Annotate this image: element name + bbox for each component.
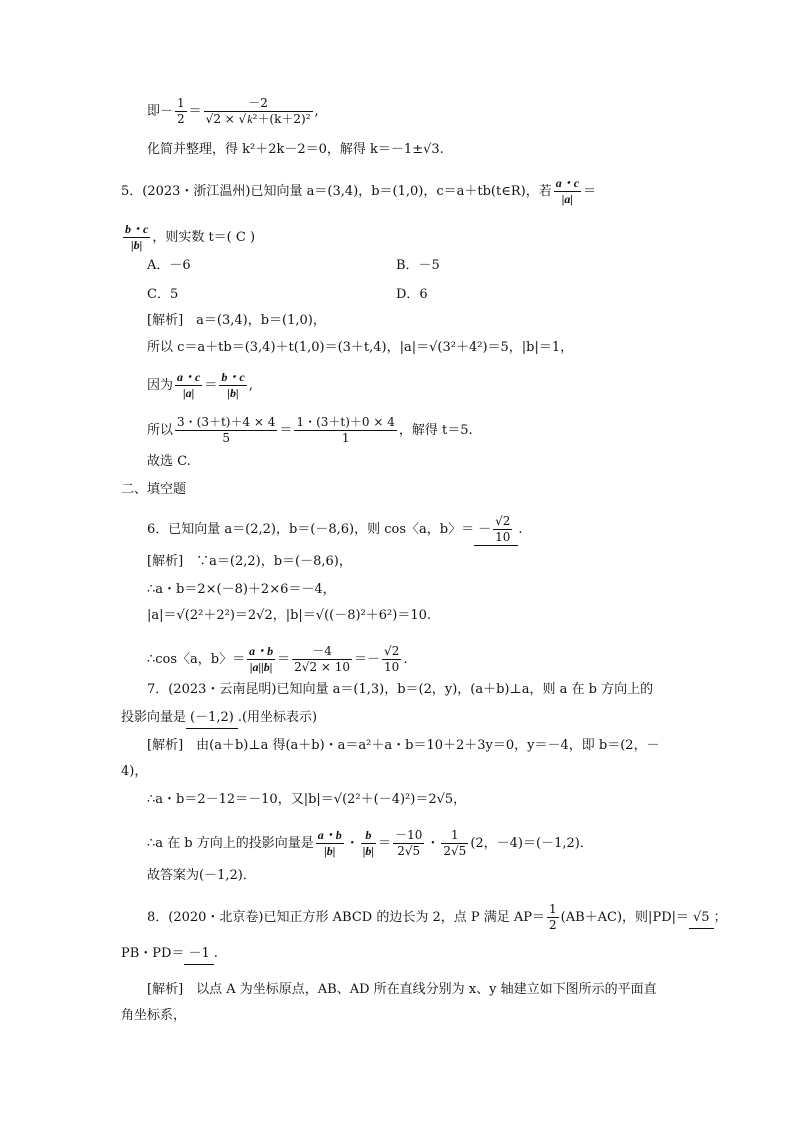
fraction [123,222,150,253]
fraction [175,415,277,446]
solution-line: 4)， [121,764,148,779]
text: ²＋(k＋2)² [252,112,311,126]
equals: ＝ [188,104,202,119]
text: 6．已知向量 a＝(2,2)，b＝(－8,6)，则 cos〈a，b〉＝ [147,522,475,537]
solution-line: ∴a 在 b 方向上的投影向量是 $\frac{a・b}{|b|}$ ・ $\frac{b}{|b|}$ ＝ $\frac{-10}{2√5}$ ・ $\frac{1}{2√5}$ (2，－4)＝(－1,2)． [147,828,593,858]
fraction [219,370,246,401]
text: . [213,946,218,961]
text: 因为 [147,378,174,393]
question-6 [147,514,523,546]
equals: ＝ [279,423,293,438]
answer-blank [474,514,518,546]
section-title: 二、填空题 [121,482,187,497]
solution-line: [解析] ∵a＝(2,2)，b＝(－8,6)， [147,554,352,569]
numerator: b・c [125,222,149,236]
numerator: a・b [249,644,274,658]
question-5-line-1 [121,176,596,207]
answer-blank: (－1,2) [186,708,238,729]
fraction [316,828,344,859]
answer-blank: √5 [689,908,714,929]
fraction [175,370,202,401]
question-8-line-2 [121,944,218,965]
fraction [292,644,352,675]
text: ，则实数 t＝( C ) [152,230,256,245]
question-7-line-2 [121,708,317,729]
denominator: 5 [175,430,277,446]
numerator: 1 [451,828,459,842]
solution-line: 角坐标系， [121,1008,187,1023]
equals: ＝ [583,184,597,199]
solution-line [147,370,253,401]
fraction [441,828,468,859]
denominator: 10 [495,530,511,544]
fraction [547,902,559,933]
text: 即－ [147,104,174,119]
option-b: B．－5 [396,258,440,273]
question-8-line-1 [147,902,727,933]
denominator: |b| [362,844,375,858]
text: ∴a 在 b 方向上的投影向量是 [147,836,314,851]
solution-line: |a|＝√(2²＋2²)＝2√2，|b|＝√((－8)²＋6²)＝10. [147,608,432,623]
fraction [554,176,581,207]
numerator: b [365,828,372,842]
fraction [175,96,187,127]
fraction [294,415,396,446]
numerator: a・c [177,370,201,384]
numerator: －2 [248,96,268,110]
solution-line: ∴cos〈a，b〉＝ $\frac{a・b}{|a||b|}$ ＝ $\frac{-4}{2√2 \times 10}$ ＝－ $\frac{√2}{10}$ . [147,644,408,674]
text: k [247,112,253,126]
equation-line-1 [147,96,319,127]
text: ； [713,910,727,925]
answer-blank: －1 [184,944,213,965]
denominator [204,111,313,127]
question-5-line-2 [121,222,255,253]
denominator: |b| [123,237,150,253]
denominator: 2 [549,918,557,932]
numerator: 1・(3＋t)＋0 × 4 [296,415,395,429]
fraction [204,96,313,127]
fraction [361,828,376,859]
denominator: 1 [294,430,396,446]
denominator: |b| [219,385,246,401]
text: √2 [205,112,221,126]
denominator: 2√5 [443,844,467,858]
solution-line [147,415,473,446]
numerator: 1 [177,96,185,110]
numerator: －10 [395,828,423,842]
text: , [314,104,319,119]
denominator: |b| [316,843,344,859]
text: － [478,522,492,537]
text: ∴cos〈a，b〉＝ [147,652,246,667]
text: 5．(2023・浙江温州)已知向量 a＝(3,4)，b＝(1,0)，c＝a＋tb(t∈R)，若 [121,184,552,199]
denominator: 10 [384,660,400,674]
solution-line: 所以 c＝a＋tb＝(3,4)＋t(1,0)＝(3＋t,4)，|a|＝√(3²＋4²)＝5，|b|＝1， [147,340,574,355]
denominator: |a| [554,191,581,207]
text: PB・PD＝ [121,946,185,961]
text: .(用坐标表示) [237,710,318,725]
question-7-line-1: 7．(2023・云南昆明)已知向量 a＝(1,3)，b＝(2，y)，(a＋b)⊥a，则 a 在 b 方向上的 [147,682,654,697]
denominator: 2√5 [393,843,424,859]
fraction [393,828,424,859]
text: , [248,378,253,393]
text: (2，－4)＝(－1,2)． [470,836,593,851]
text: (AB＋AC)，则|PD|＝ [560,910,689,925]
option-d: D．6 [396,287,428,302]
solution-line: 故选 C. [147,454,191,469]
text: . [403,652,408,667]
numerator: b・c [221,370,245,384]
solution-line: ∴a・b＝2－12＝－10，又|b|＝√(2²＋(－4)²)＝2√5， [147,792,467,807]
paragraph: 化简并整理，得 k²＋2k－2＝0，解得 k＝－1±√3. [147,142,444,157]
text: ，解得 t＝5. [398,423,473,438]
text: . [518,522,523,537]
option-c: C．5 [147,287,179,302]
text: × √ [220,112,247,126]
solution-line: 故答案为(－1,2)． [147,868,256,883]
solution-line: [解析] a＝(3,4)，b＝(1,0)， [147,313,326,328]
solution-line: [解析] 以点 A 为坐标原点，AB、AD 所在直线分别为 x、y 轴建立如下图所示的平面直 [147,982,657,997]
numerator: √2 [495,514,511,528]
fraction [382,644,401,675]
fraction [493,514,512,545]
denominator: 2√2 × 10 [294,660,351,674]
option-a: A．－6 [147,258,191,273]
denominator: 2 [177,112,185,126]
numerator: √2 [384,644,400,658]
solution-line: ∴a・b＝2×(－8)＋2×6＝－4， [147,582,336,597]
numerator: 3・(3＋t)＋4 × 4 [177,415,276,429]
denominator: |a| [175,385,202,401]
numerator: 1 [549,902,557,916]
text: 投影向量是 [121,710,187,725]
fraction [247,644,275,675]
numerator: －4 [312,644,332,658]
denominator: |a||b| [247,659,275,675]
text: 8．(2020・北京卷)已知正方形 ABCD 的边长为 2，点 P 满足 AP＝ [147,910,545,925]
numerator: a・c [555,176,580,190]
equals: ＝ [204,378,218,393]
solution-line: [解析] 由(a＋b)⊥a 得(a＋b)・a＝a²＋a・b＝10＋2＋3y＝0，y＝－4，即 b＝(2，－ [147,738,660,753]
numerator: a・b [317,828,342,842]
text: 所以 [147,423,174,438]
